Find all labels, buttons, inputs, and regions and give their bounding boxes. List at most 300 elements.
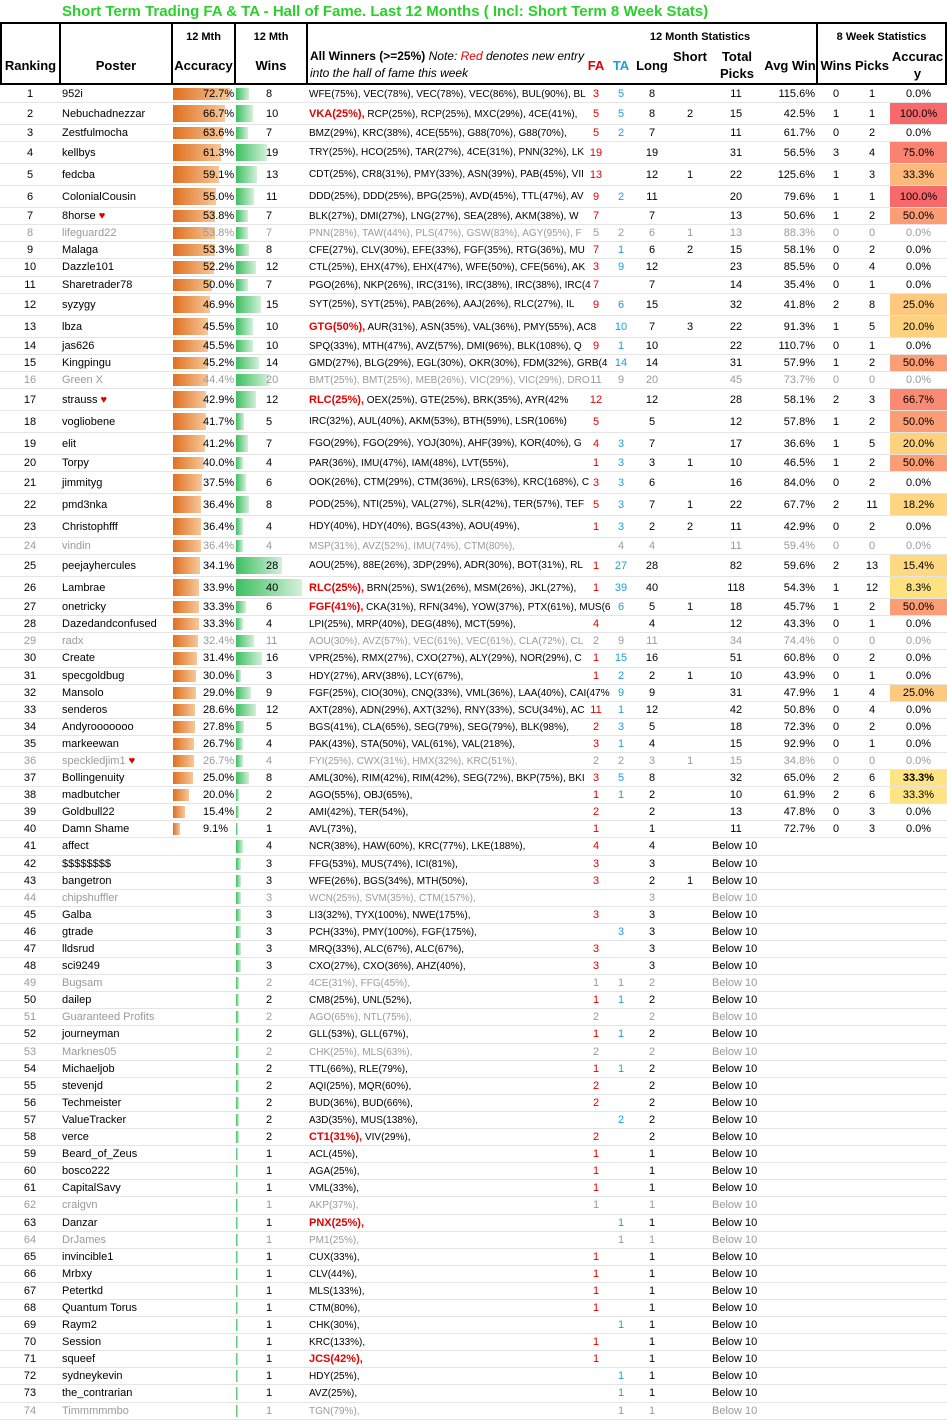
winners-list: GMD(27%), BLG(29%), EGL(30%), OKR(30%), FDM(32%), GRB(4 [309, 357, 608, 369]
poster-name: Raym2 [62, 1319, 97, 1332]
total-picks-cell: Below 10 [712, 1045, 758, 1058]
winners-list: GLL(53%), GLL(67%), [309, 1029, 409, 1041]
short-cell [672, 1215, 708, 1231]
poster-name: 8horse [62, 210, 96, 223]
accuracy8-cell: 33.3% [890, 770, 947, 786]
wins-value: 12 [266, 393, 279, 406]
winners-list-cell [309, 1351, 583, 1367]
poster-cell [62, 1078, 170, 1094]
fa-cell: 1 [592, 1182, 600, 1195]
long-cell: 2 [648, 994, 656, 1007]
table-row [0, 1300, 947, 1317]
accuracy-cell [173, 86, 233, 102]
wins-cell [236, 186, 306, 207]
short-cell [672, 555, 708, 576]
wins-value: 7 [266, 278, 273, 291]
picks8-cell [855, 1368, 889, 1384]
ta-cell [610, 277, 632, 293]
accuracy-value: 15.4% [203, 806, 235, 819]
accuracy8-cell: 33.3% [890, 164, 947, 185]
avg-win-cell: 67.7% [783, 499, 815, 512]
wins-value: 1 [266, 1370, 273, 1383]
poster-name: Beard_of_Zeus [62, 1148, 138, 1161]
wins-value: 5 [266, 415, 273, 428]
short-cell [672, 472, 708, 493]
accuracy8-cell [890, 856, 947, 872]
ta-cell [610, 873, 632, 889]
long-cell: 7 [648, 437, 656, 450]
fa-cell: 4 [592, 840, 600, 853]
wins8-cell: 0 [832, 754, 840, 767]
accuracy-value: 66.7% [203, 108, 235, 121]
long-cell: 40 [645, 582, 659, 595]
picks8-cell: 2 [868, 601, 876, 614]
wins-cell [236, 633, 306, 649]
new-entry-pick: RLC(25%), [309, 393, 365, 406]
accuracy8-cell [890, 1385, 947, 1401]
short-cell [672, 890, 708, 906]
total-picks-cell: Below 10 [712, 857, 758, 870]
accuracy-bar [173, 721, 195, 733]
wins-bar [236, 374, 269, 386]
table-row [0, 770, 947, 787]
poster-name: gtrade [62, 925, 94, 938]
wins-cell [236, 472, 306, 493]
long-cell: 5 [648, 601, 656, 614]
wins-cell [236, 650, 306, 666]
winners-list-cell [309, 1385, 583, 1401]
ta-cell: 3 [617, 925, 625, 938]
table-row [0, 86, 947, 103]
table-row [0, 719, 947, 736]
winners-list: PNN(28%), TAW(44%), PLS(47%), GSW(83%), AGY(95%), F [309, 228, 582, 240]
poster-name: Christophfff [62, 521, 118, 534]
hall-of-fame-table [0, 86, 947, 1420]
table-row [0, 125, 947, 142]
short-cell [672, 1095, 708, 1111]
total-picks-cell: 18 [729, 720, 743, 733]
avg-win-cell [763, 1385, 815, 1401]
fa-cell: 4 [592, 618, 600, 631]
short-cell: 1 [686, 874, 694, 887]
ta-cell [610, 821, 632, 837]
ta-cell: 39 [614, 582, 628, 595]
poster-name: lbza [62, 320, 83, 333]
wins8-cell: 2 [832, 560, 840, 573]
wins-cell [236, 1044, 306, 1060]
poster-cell [62, 1197, 170, 1213]
accuracy-cell [173, 164, 233, 185]
table-row [0, 142, 947, 164]
table-row [0, 1095, 947, 1112]
total-picks-cell: 13 [729, 806, 743, 819]
wins-bar [236, 772, 249, 784]
poster-name: Green X [62, 373, 103, 386]
accuracy8-cell [890, 958, 947, 974]
accuracy-value: 20.0% [203, 789, 235, 802]
short-cell [672, 294, 708, 315]
accuracy-cell [173, 804, 233, 820]
winners-list-cell [309, 787, 583, 803]
poster-cell [62, 372, 170, 388]
winners-list-cell [309, 242, 583, 258]
table-row [0, 668, 947, 685]
avg-win-cell: 59.6% [783, 560, 815, 573]
winners-list: CM8(25%), UNL(52%), [309, 995, 412, 1007]
long-cell: 1 [648, 1233, 656, 1246]
wins8-cell: 1 [832, 108, 840, 121]
poster-name: elit [62, 437, 77, 450]
winners-list: LPI(25%), MRP(40%), DEG(48%), MCT(59%), [309, 619, 516, 631]
avg-win-cell: 74.4% [783, 635, 815, 648]
accuracy8-cell: 25.0% [890, 685, 947, 701]
wins-value: 7 [266, 127, 273, 140]
total-picks-cell: 45 [729, 373, 743, 386]
accuracy-cell [173, 1317, 233, 1333]
poster-cell [62, 1403, 170, 1419]
rank-cell: 49 [23, 977, 37, 990]
short-cell [672, 1180, 708, 1196]
table-row [0, 1163, 947, 1180]
winners-list-cell [309, 1095, 583, 1111]
total-picks-cell: 17 [729, 437, 743, 450]
picks8-cell: 2 [868, 456, 876, 469]
fa-cell [585, 1403, 607, 1419]
table-row [0, 1044, 947, 1061]
short-cell [672, 577, 708, 598]
poster-cell [62, 1300, 170, 1316]
ta-cell: 2 [617, 669, 625, 682]
poster-name: Session [62, 1336, 102, 1349]
wins-value: 2 [266, 1079, 273, 1092]
wins-cell [236, 787, 306, 803]
wins-value: 9 [266, 686, 273, 699]
poster-cell [62, 599, 170, 615]
table-row [0, 103, 947, 125]
wins-cell [236, 316, 306, 337]
fa-cell: 1 [592, 1028, 600, 1041]
poster-name: verce [62, 1131, 89, 1144]
wins-cell [236, 577, 306, 598]
accuracy-bar [173, 687, 196, 699]
col-long-header: Long [636, 58, 668, 73]
rank-cell: 35 [23, 737, 37, 750]
table-row [0, 1368, 947, 1385]
accuracy-bar [173, 618, 199, 630]
winners-list-cell [309, 770, 583, 786]
poster-name: Danzar [62, 1216, 98, 1229]
rank-cell: 22 [23, 499, 37, 512]
wins-value: 1 [266, 1267, 273, 1280]
fa-cell: 1 [592, 1267, 600, 1280]
wins-bar [236, 1387, 238, 1399]
winners-list: VIV(29%), [362, 1132, 411, 1144]
long-cell: 1 [648, 1301, 656, 1314]
ta-cell: 5 [617, 108, 625, 121]
accuracy8-cell: 0.0% [905, 339, 932, 352]
heart-icon: ♥ [95, 210, 106, 223]
wins8-cell [820, 890, 852, 906]
rank-cell: 36 [23, 754, 37, 767]
poster-name: CapitalSavy [62, 1182, 121, 1195]
wins-value: 6 [266, 601, 273, 614]
rank-cell: 27 [23, 601, 37, 614]
winners-list-cell [309, 411, 583, 432]
wins-bar [236, 144, 267, 161]
avg-win-cell: 45.7% [783, 601, 815, 614]
accuracy-cell [173, 975, 233, 991]
fa-cell: 1 [592, 521, 600, 534]
accuracy-cell [173, 516, 233, 537]
accuracy8-cell [890, 1044, 947, 1060]
wins-cell [236, 719, 306, 735]
avg-win-cell [763, 1044, 815, 1060]
rank-cell: 11 [24, 278, 36, 291]
picks8-cell: 12 [865, 582, 879, 595]
table-row [0, 577, 947, 599]
total-picks-cell: Below 10 [712, 1250, 758, 1263]
picks8-cell: 11 [866, 499, 878, 512]
wins8-cell [820, 873, 852, 889]
winners-list: CFE(27%), CLV(30%), EFE(33%), FGF(35%), RTG(36%), MU [309, 245, 585, 257]
accuracy8-cell [890, 1317, 947, 1333]
winners-list-cell [309, 668, 583, 684]
note-red-word: Red [460, 49, 483, 63]
accuracy8-cell [890, 1061, 947, 1077]
ta-cell: 1 [617, 737, 625, 750]
picks8-cell: 1 [868, 108, 876, 121]
new-entry-pick: CT1(31%), [309, 1131, 363, 1144]
rank-cell: 57 [23, 1113, 37, 1126]
wins-bar [236, 227, 248, 239]
long-cell: 1 [648, 1284, 656, 1297]
short-cell [672, 355, 708, 371]
picks8-cell [855, 1351, 889, 1367]
poster-name: madbutcher [62, 789, 121, 802]
long-cell: 7 [648, 499, 656, 512]
avg-win-cell [763, 1351, 815, 1367]
rank-cell: 28 [23, 618, 37, 631]
wins-cell [236, 125, 306, 141]
fa-cell: 1 [592, 456, 600, 469]
wins-value: 12 [266, 261, 279, 274]
rank-cell: 60 [23, 1165, 37, 1178]
poster-cell [62, 685, 170, 701]
short-cell [672, 338, 708, 354]
winners-list-cell [309, 516, 583, 537]
ta-cell: 4 [617, 540, 625, 553]
page-title: Short Term Trading FA & TA - Hall of Fame. Last 12 Months ( Incl: Short Term 8 Week Stats) [62, 3, 709, 20]
long-cell: 14 [645, 356, 659, 369]
winners-list-cell [309, 1266, 583, 1282]
total-picks-cell: Below 10 [712, 1301, 758, 1314]
total-picks-cell: 51 [729, 652, 743, 665]
winners-list-cell [309, 355, 608, 371]
winners-list-cell [309, 633, 583, 649]
accuracy8-cell: 0.0% [905, 227, 932, 240]
accuracy8-cell [890, 1215, 947, 1231]
accuracy8-cell [890, 907, 947, 923]
ta-cell: 6 [617, 298, 625, 311]
fa-cell: 1 [592, 1199, 600, 1212]
poster-cell [62, 1385, 170, 1401]
wins-cell [236, 1232, 306, 1248]
winners-list: POD(25%), NTI(25%), VAL(27%), SLR(42%), TER(57%), TEF [309, 499, 585, 511]
wins-value: 1 [266, 1199, 273, 1212]
wins-bar [236, 755, 243, 767]
accuracy-cell [173, 125, 233, 141]
short-cell [672, 142, 708, 163]
header-divider [0, 22, 2, 84]
table-row [0, 838, 947, 855]
avg-win-cell: 61.9% [783, 789, 815, 802]
wins-value: 4 [266, 521, 273, 534]
rank-cell: 2 [26, 108, 34, 121]
long-cell: 28 [645, 560, 659, 573]
total-picks-cell: 22 [729, 499, 743, 512]
ta-cell [610, 1044, 632, 1060]
picks8-cell [855, 941, 889, 957]
picks8-cell [855, 1112, 889, 1128]
short-cell [672, 1026, 708, 1042]
wins-bar [236, 1251, 238, 1263]
picks8-cell: 0 [868, 754, 876, 767]
avg-win-cell: 46.5% [783, 456, 815, 469]
accuracy-cell [173, 1351, 233, 1367]
table-row [0, 1403, 947, 1420]
fa-cell: 3 [592, 857, 600, 870]
wins-value: 14 [266, 356, 279, 369]
total-picks-cell: Below 10 [712, 1079, 758, 1092]
wins-value: 13 [266, 169, 279, 182]
winners-list: MLS(133%), [309, 1285, 365, 1297]
short-cell [672, 856, 708, 872]
accuracy-cell [173, 821, 233, 837]
winners-list-cell [309, 142, 583, 163]
fa-cell: 1 [592, 789, 600, 802]
wins-bar [236, 296, 261, 313]
short-cell [672, 1368, 708, 1384]
picks8-cell [855, 907, 889, 923]
winners-list: CDT(25%), CR8(31%), PMY(33%), ASN(39%), PAB(45%), VII [309, 169, 584, 181]
winners-list-cell [309, 103, 583, 124]
total-picks-cell: Below 10 [712, 977, 758, 990]
table-row [0, 186, 947, 208]
heart-icon: ♥ [97, 393, 108, 406]
fa-cell: 7 [592, 278, 600, 291]
poster-cell [62, 770, 170, 786]
poster-name: affect [62, 840, 89, 853]
accuracy8-cell [890, 1283, 947, 1299]
wins-bar [236, 540, 243, 552]
winners-list: NCR(38%), HAW(60%), KRC(77%), LKE(188%), [309, 841, 526, 853]
winners-list: TGN(79%), [309, 1405, 360, 1417]
rank-cell: 74 [23, 1404, 37, 1417]
poster-name: Goldbull22 [62, 806, 115, 819]
wins-bar [236, 618, 243, 630]
winners-list-cell [309, 1146, 583, 1162]
total-picks-cell: 12 [729, 618, 743, 631]
wins8-cell: 2 [832, 298, 840, 311]
long-cell: 2 [648, 1096, 656, 1109]
winners-list: AGA(25%), [309, 1166, 360, 1178]
wins-bar [236, 704, 256, 716]
table-row [0, 873, 947, 890]
table-row [0, 494, 947, 516]
avg-win-cell: 57.9% [783, 356, 815, 369]
long-cell: 11 [646, 635, 658, 648]
short-cell [672, 1317, 708, 1333]
total-picks-cell: 10 [729, 456, 743, 469]
poster-cell [62, 702, 170, 718]
accuracy-cell [173, 1197, 233, 1213]
wins-value: 1 [266, 1404, 273, 1417]
poster-name: lldsrud [62, 943, 95, 955]
accuracy-value: 28.6% [203, 703, 235, 716]
poster-cell [62, 924, 170, 940]
picks8-cell: 2 [868, 521, 876, 534]
wins-bar [236, 1046, 239, 1058]
fa-cell: 11 [590, 703, 602, 716]
short-cell [672, 821, 708, 837]
long-cell: 2 [648, 874, 656, 887]
accuracy8-cell: 0.0% [905, 88, 932, 100]
table-row [0, 804, 947, 821]
winners-list: BRN(25%), SW1(26%), MSM(26%), JKL(27%), [364, 583, 577, 595]
avg-win-cell: 42.9% [783, 521, 815, 534]
winners-list: LI3(32%), TYX(100%), NWE(175%), [309, 909, 471, 921]
table-row [0, 225, 947, 242]
accuracy-value: 29.0% [203, 686, 235, 699]
wins-bar [236, 943, 241, 955]
rank-cell: 15 [23, 356, 37, 369]
picks8-cell: 4 [868, 703, 876, 716]
wins-value: 2 [266, 1131, 273, 1144]
accuracy8-cell: 50.0% [890, 355, 947, 371]
avg-win-cell [763, 890, 815, 906]
avg-win-cell [763, 1163, 815, 1179]
wins-cell [236, 1197, 306, 1213]
ta-cell: 9 [617, 373, 625, 386]
short-cell: 1 [686, 499, 694, 512]
accuracy-bar [173, 557, 200, 574]
short-cell [672, 804, 708, 820]
ta-cell: 2 [617, 1113, 625, 1126]
fa-cell [585, 1368, 607, 1384]
winners-list-cell [309, 433, 583, 454]
total-picks-cell: Below 10 [712, 1113, 758, 1126]
accuracy-cell [173, 873, 233, 889]
winners-list: WFE(26%), BGS(34%), MTH(50%), [309, 875, 468, 887]
wins-bar [236, 806, 239, 818]
avg-win-cell: 50.8% [783, 703, 815, 716]
poster-name: invincible1 [62, 1250, 114, 1263]
poster-cell [62, 1351, 170, 1367]
long-cell: 5 [648, 720, 656, 733]
col-short-header: Short [673, 49, 707, 64]
short-cell [672, 1129, 708, 1145]
ta-cell: 3 [617, 437, 625, 450]
winners-list-cell [309, 1283, 583, 1299]
ta-cell: 27 [614, 560, 628, 573]
total-picks-cell: Below 10 [712, 1216, 758, 1229]
short-cell [672, 1044, 708, 1060]
accuracy-value: 45.5% [203, 320, 235, 333]
fa-cell: 1 [592, 1062, 600, 1075]
avg-win-cell [763, 1368, 815, 1384]
stats8-header: 8 Week Statistics [836, 31, 927, 43]
wins-cell [236, 103, 306, 124]
